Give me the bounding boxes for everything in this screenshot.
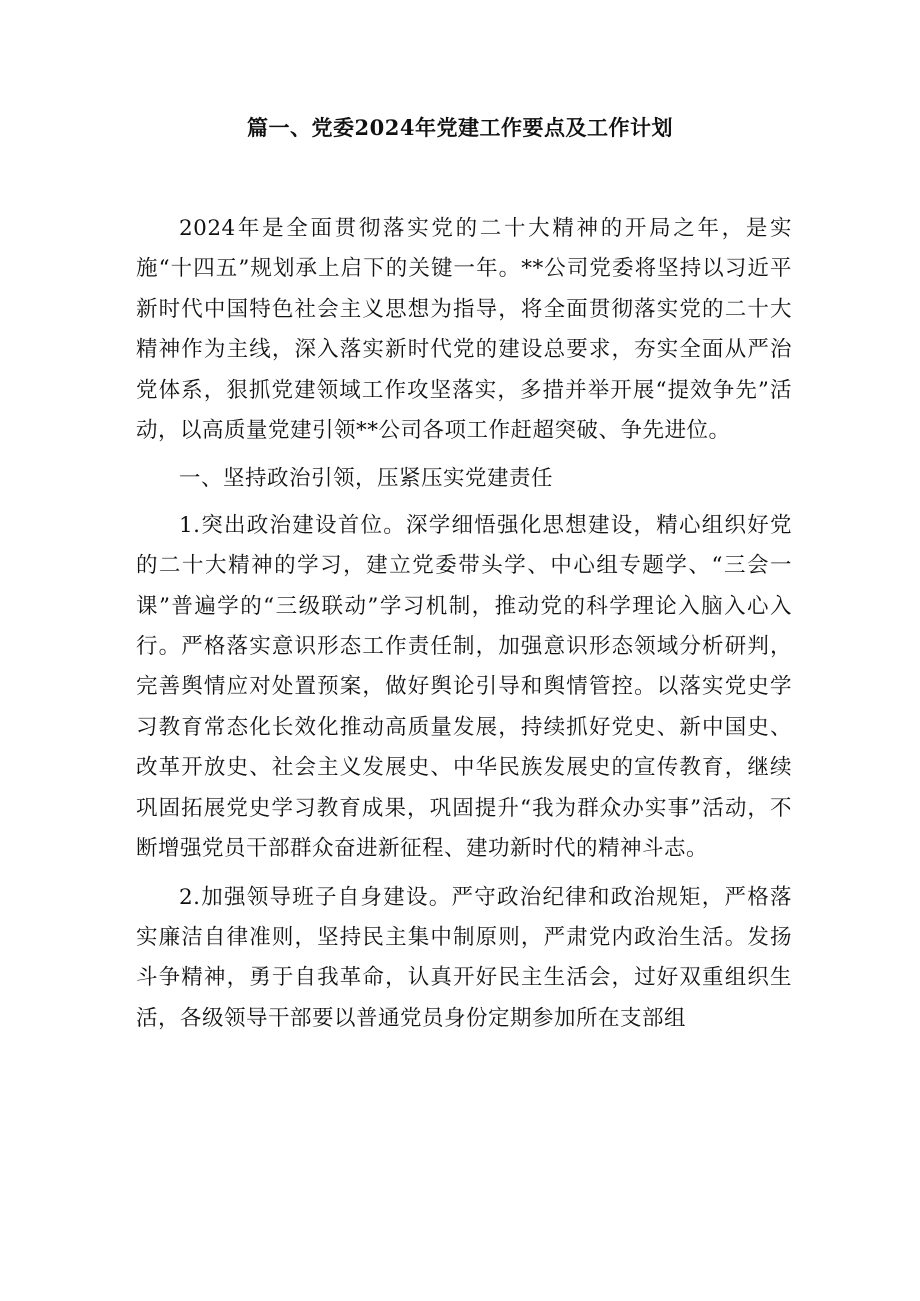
item-paragraph-1: 1.突出政治建设首位。深学细悟强化思想建设，精心组织好党的二十大精神的学习，建立党委带头学、中心组专题学、“三会一课”普遍学的“三级联动”学习机制，推动党的科学理论入脑入心入行。严格落实意识形态工作责任制，加强意识形态领域分析研判，完善舆情应对处置预案，做好舆论引导和舆情管控。以落实党史学习教育常态化长效化推动高质量发展，持续抓好党史、新中国史、改革开放史、社会主义发展史、中华民族发展史的宣传教育，继续巩固拓展党史学习教育成果，巩固提升“我为群众办实事”活动，不断增强党员干部群众奋进新征程、建功新时代的精神斗志。 [136, 512, 792, 862]
intro-paragraph: 2024年是全面贯彻落实党的二十大精神的开局之年，是实施“十四五”规划承上启下的关键一年。**公司党委将坚持以习近平新时代中国特色社会主义思想为指导，将全面贯彻落实党的二十大精神作为主线，深入落实新时代党的建设总要求，夯实全面从严治党体系，狠抓党建领域工作攻坚落实，多措并举开展“提效争先”活动，以高质量党建引领**公司各项工作赶超突破、争先进位。 [136, 216, 792, 444]
document-body [136, 209, 792, 1047]
section-heading: 一、坚持政治引领，压紧压实党建责任 [179, 466, 554, 492]
document-title: 篇一、党委2024年党建工作要点及工作计划 [247, 115, 673, 140]
item-paragraph-2: 2.加强领导班子自身建设。严守政治纪律和政治规矩，严格落实廉洁自律准则，坚持民主集中制原则，严肃党内政治生活。发扬斗争精神，勇于自我革命，认真开好民主生活会，过好双重组织生活，各级领导干部要以普通党员身份定期参加所在支部组 [136, 884, 792, 1031]
